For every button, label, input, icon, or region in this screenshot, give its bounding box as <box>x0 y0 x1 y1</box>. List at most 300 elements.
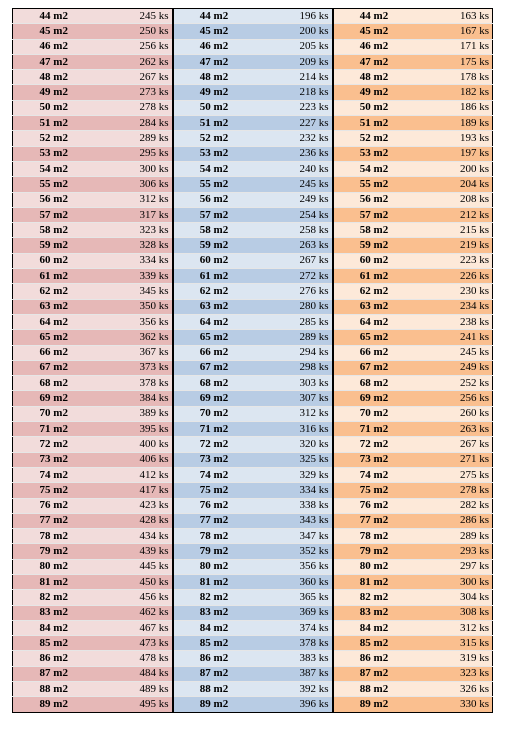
table-row <box>13 574 493 589</box>
area-cell: 69 m2 <box>173 391 255 406</box>
area-cell: 68 m2 <box>333 376 415 391</box>
area-cell: 48 m2 <box>173 70 255 85</box>
table-row <box>13 223 493 238</box>
count-cell: 200 ks <box>415 161 493 176</box>
count-cell: 175 ks <box>415 54 493 69</box>
count-cell: 223 ks <box>415 253 493 268</box>
area-cell: 44 m2 <box>13 9 95 24</box>
count-cell: 163 ks <box>415 9 493 24</box>
area-cell: 88 m2 <box>13 682 95 697</box>
table-row <box>13 238 493 253</box>
area-cell: 57 m2 <box>173 207 255 222</box>
area-cell: 58 m2 <box>173 223 255 238</box>
count-cell: 208 ks <box>415 192 493 207</box>
table-row <box>13 697 493 712</box>
count-cell: 478 ks <box>95 651 173 666</box>
area-cell: 53 m2 <box>13 146 95 161</box>
count-cell: 196 ks <box>255 9 333 24</box>
count-cell: 271 ks <box>415 452 493 467</box>
area-cell: 71 m2 <box>333 422 415 437</box>
count-cell: 293 ks <box>415 544 493 559</box>
table-row <box>13 70 493 85</box>
area-cell: 52 m2 <box>13 131 95 146</box>
count-cell: 285 ks <box>255 314 333 329</box>
table-row <box>13 207 493 222</box>
count-cell: 378 ks <box>95 376 173 391</box>
area-count-table <box>12 8 493 713</box>
table-row <box>13 590 493 605</box>
area-cell: 82 m2 <box>13 590 95 605</box>
area-cell: 62 m2 <box>13 284 95 299</box>
area-cell: 50 m2 <box>173 100 255 115</box>
area-cell: 67 m2 <box>13 360 95 375</box>
count-cell: 312 ks <box>255 406 333 421</box>
area-cell: 63 m2 <box>13 299 95 314</box>
area-cell: 54 m2 <box>333 161 415 176</box>
table-row <box>13 529 493 544</box>
count-cell: 171 ks <box>415 39 493 54</box>
area-cell: 56 m2 <box>333 192 415 207</box>
table-row <box>13 360 493 375</box>
area-cell: 74 m2 <box>13 467 95 482</box>
count-cell: 294 ks <box>255 345 333 360</box>
count-cell: 323 ks <box>95 223 173 238</box>
area-cell: 75 m2 <box>333 483 415 498</box>
area-cell: 47 m2 <box>333 54 415 69</box>
area-cell: 51 m2 <box>333 116 415 131</box>
count-cell: 316 ks <box>255 422 333 437</box>
count-cell: 240 ks <box>255 161 333 176</box>
area-cell: 81 m2 <box>173 574 255 589</box>
area-cell: 63 m2 <box>333 299 415 314</box>
count-cell: 167 ks <box>415 24 493 39</box>
count-cell: 252 ks <box>415 376 493 391</box>
count-cell: 473 ks <box>95 636 173 651</box>
area-cell: 65 m2 <box>13 330 95 345</box>
area-cell: 58 m2 <box>333 223 415 238</box>
count-cell: 347 ks <box>255 529 333 544</box>
count-cell: 236 ks <box>255 146 333 161</box>
count-cell: 286 ks <box>415 513 493 528</box>
area-cell: 47 m2 <box>173 54 255 69</box>
area-cell: 58 m2 <box>13 223 95 238</box>
area-cell: 47 m2 <box>13 54 95 69</box>
count-cell: 250 ks <box>95 24 173 39</box>
area-cell: 89 m2 <box>333 697 415 712</box>
count-cell: 315 ks <box>415 636 493 651</box>
table-row <box>13 177 493 192</box>
area-cell: 44 m2 <box>173 9 255 24</box>
area-cell: 60 m2 <box>13 253 95 268</box>
area-cell: 50 m2 <box>13 100 95 115</box>
area-cell: 69 m2 <box>333 391 415 406</box>
count-cell: 298 ks <box>255 360 333 375</box>
table-row <box>13 284 493 299</box>
area-cell: 78 m2 <box>173 529 255 544</box>
area-cell: 84 m2 <box>173 620 255 635</box>
count-cell: 439 ks <box>95 544 173 559</box>
area-cell: 88 m2 <box>173 682 255 697</box>
area-cell: 71 m2 <box>13 422 95 437</box>
area-cell: 49 m2 <box>13 85 95 100</box>
count-cell: 484 ks <box>95 666 173 681</box>
area-cell: 79 m2 <box>13 544 95 559</box>
count-cell: 230 ks <box>415 284 493 299</box>
area-cell: 80 m2 <box>13 559 95 574</box>
table-row <box>13 498 493 513</box>
area-cell: 71 m2 <box>173 422 255 437</box>
area-cell: 60 m2 <box>173 253 255 268</box>
area-cell: 75 m2 <box>13 483 95 498</box>
count-cell: 307 ks <box>255 391 333 406</box>
count-cell: 182 ks <box>415 85 493 100</box>
area-cell: 54 m2 <box>173 161 255 176</box>
count-cell: 284 ks <box>95 116 173 131</box>
area-cell: 61 m2 <box>333 269 415 284</box>
table-row <box>13 269 493 284</box>
area-cell: 77 m2 <box>13 513 95 528</box>
table-row <box>13 682 493 697</box>
area-cell: 74 m2 <box>333 467 415 482</box>
count-cell: 338 ks <box>255 498 333 513</box>
count-cell: 369 ks <box>255 605 333 620</box>
area-cell: 85 m2 <box>173 636 255 651</box>
table-row <box>13 452 493 467</box>
area-cell: 68 m2 <box>13 376 95 391</box>
count-cell: 434 ks <box>95 529 173 544</box>
area-cell: 68 m2 <box>173 376 255 391</box>
count-cell: 417 ks <box>95 483 173 498</box>
area-cell: 46 m2 <box>333 39 415 54</box>
count-cell: 215 ks <box>415 223 493 238</box>
count-cell: 367 ks <box>95 345 173 360</box>
area-cell: 83 m2 <box>333 605 415 620</box>
area-cell: 77 m2 <box>173 513 255 528</box>
count-cell: 212 ks <box>415 207 493 222</box>
count-cell: 334 ks <box>255 483 333 498</box>
area-cell: 64 m2 <box>333 314 415 329</box>
count-cell: 343 ks <box>255 513 333 528</box>
area-cell: 56 m2 <box>13 192 95 207</box>
area-cell: 56 m2 <box>173 192 255 207</box>
count-cell: 374 ks <box>255 620 333 635</box>
table-row <box>13 651 493 666</box>
table-row <box>13 299 493 314</box>
area-cell: 50 m2 <box>333 100 415 115</box>
area-cell: 79 m2 <box>173 544 255 559</box>
count-cell: 450 ks <box>95 574 173 589</box>
count-cell: 249 ks <box>255 192 333 207</box>
count-cell: 256 ks <box>415 391 493 406</box>
table-row <box>13 559 493 574</box>
table-row <box>13 544 493 559</box>
area-cell: 52 m2 <box>173 131 255 146</box>
count-cell: 278 ks <box>415 483 493 498</box>
area-cell: 48 m2 <box>333 70 415 85</box>
count-cell: 209 ks <box>255 54 333 69</box>
area-cell: 72 m2 <box>333 437 415 452</box>
count-cell: 300 ks <box>415 574 493 589</box>
count-cell: 241 ks <box>415 330 493 345</box>
area-cell: 55 m2 <box>173 177 255 192</box>
count-cell: 267 ks <box>415 437 493 452</box>
count-cell: 330 ks <box>415 697 493 712</box>
count-cell: 263 ks <box>255 238 333 253</box>
area-cell: 87 m2 <box>333 666 415 681</box>
count-cell: 328 ks <box>95 238 173 253</box>
count-cell: 362 ks <box>95 330 173 345</box>
count-cell: 245 ks <box>255 177 333 192</box>
count-cell: 278 ks <box>95 100 173 115</box>
area-cell: 64 m2 <box>173 314 255 329</box>
count-cell: 226 ks <box>415 269 493 284</box>
area-cell: 88 m2 <box>333 682 415 697</box>
count-cell: 297 ks <box>415 559 493 574</box>
area-cell: 82 m2 <box>173 590 255 605</box>
count-cell: 317 ks <box>95 207 173 222</box>
count-cell: 320 ks <box>255 437 333 452</box>
area-cell: 84 m2 <box>13 620 95 635</box>
area-cell: 89 m2 <box>13 697 95 712</box>
area-cell: 85 m2 <box>333 636 415 651</box>
table-row <box>13 131 493 146</box>
count-cell: 428 ks <box>95 513 173 528</box>
area-cell: 80 m2 <box>173 559 255 574</box>
area-cell: 49 m2 <box>333 85 415 100</box>
count-cell: 204 ks <box>415 177 493 192</box>
table-row <box>13 513 493 528</box>
area-cell: 89 m2 <box>173 697 255 712</box>
count-cell: 214 ks <box>255 70 333 85</box>
count-cell: 383 ks <box>255 651 333 666</box>
count-cell: 262 ks <box>95 54 173 69</box>
table-row <box>13 605 493 620</box>
count-cell: 323 ks <box>415 666 493 681</box>
area-cell: 66 m2 <box>333 345 415 360</box>
count-cell: 495 ks <box>95 697 173 712</box>
area-cell: 73 m2 <box>333 452 415 467</box>
area-cell: 70 m2 <box>13 406 95 421</box>
area-cell: 87 m2 <box>173 666 255 681</box>
area-cell: 78 m2 <box>13 529 95 544</box>
area-cell: 44 m2 <box>333 9 415 24</box>
area-cell: 69 m2 <box>13 391 95 406</box>
count-cell: 378 ks <box>255 636 333 651</box>
count-cell: 467 ks <box>95 620 173 635</box>
table-row <box>13 483 493 498</box>
count-cell: 365 ks <box>255 590 333 605</box>
table-body <box>13 9 493 713</box>
count-cell: 189 ks <box>415 116 493 131</box>
count-cell: 339 ks <box>95 269 173 284</box>
area-cell: 53 m2 <box>173 146 255 161</box>
area-cell: 53 m2 <box>333 146 415 161</box>
area-cell: 62 m2 <box>173 284 255 299</box>
count-cell: 392 ks <box>255 682 333 697</box>
area-cell: 70 m2 <box>333 406 415 421</box>
area-cell: 46 m2 <box>173 39 255 54</box>
area-cell: 63 m2 <box>173 299 255 314</box>
count-cell: 308 ks <box>415 605 493 620</box>
area-cell: 75 m2 <box>173 483 255 498</box>
count-cell: 360 ks <box>255 574 333 589</box>
area-cell: 45 m2 <box>173 24 255 39</box>
table-row <box>13 253 493 268</box>
count-cell: 289 ks <box>415 529 493 544</box>
area-cell: 66 m2 <box>173 345 255 360</box>
area-cell: 79 m2 <box>333 544 415 559</box>
count-cell: 406 ks <box>95 452 173 467</box>
area-cell: 52 m2 <box>333 131 415 146</box>
table-row <box>13 437 493 452</box>
count-cell: 384 ks <box>95 391 173 406</box>
count-cell: 303 ks <box>255 376 333 391</box>
area-cell: 78 m2 <box>333 529 415 544</box>
count-cell: 256 ks <box>95 39 173 54</box>
area-cell: 72 m2 <box>13 437 95 452</box>
area-cell: 57 m2 <box>13 207 95 222</box>
count-cell: 263 ks <box>415 422 493 437</box>
area-cell: 48 m2 <box>13 70 95 85</box>
area-cell: 65 m2 <box>173 330 255 345</box>
table-row <box>13 314 493 329</box>
count-cell: 193 ks <box>415 131 493 146</box>
table-row <box>13 9 493 24</box>
table-row <box>13 54 493 69</box>
table-row <box>13 422 493 437</box>
area-cell: 66 m2 <box>13 345 95 360</box>
count-cell: 329 ks <box>255 467 333 482</box>
count-cell: 356 ks <box>255 559 333 574</box>
area-cell: 85 m2 <box>13 636 95 651</box>
table-row <box>13 666 493 681</box>
area-cell: 67 m2 <box>333 360 415 375</box>
count-cell: 197 ks <box>415 146 493 161</box>
table-row <box>13 192 493 207</box>
count-cell: 326 ks <box>415 682 493 697</box>
area-cell: 76 m2 <box>13 498 95 513</box>
area-cell: 55 m2 <box>333 177 415 192</box>
table-row <box>13 161 493 176</box>
area-cell: 61 m2 <box>173 269 255 284</box>
area-cell: 80 m2 <box>333 559 415 574</box>
count-cell: 238 ks <box>415 314 493 329</box>
count-cell: 312 ks <box>415 620 493 635</box>
area-cell: 65 m2 <box>333 330 415 345</box>
area-cell: 73 m2 <box>173 452 255 467</box>
count-cell: 319 ks <box>415 651 493 666</box>
count-cell: 260 ks <box>415 406 493 421</box>
area-cell: 45 m2 <box>333 24 415 39</box>
count-cell: 396 ks <box>255 697 333 712</box>
area-cell: 54 m2 <box>13 161 95 176</box>
area-cell: 57 m2 <box>333 207 415 222</box>
area-cell: 86 m2 <box>173 651 255 666</box>
count-cell: 272 ks <box>255 269 333 284</box>
count-cell: 489 ks <box>95 682 173 697</box>
count-cell: 234 ks <box>415 299 493 314</box>
table-row <box>13 24 493 39</box>
table-row <box>13 330 493 345</box>
area-cell: 61 m2 <box>13 269 95 284</box>
count-cell: 456 ks <box>95 590 173 605</box>
area-cell: 46 m2 <box>13 39 95 54</box>
count-cell: 276 ks <box>255 284 333 299</box>
area-cell: 67 m2 <box>173 360 255 375</box>
area-cell: 45 m2 <box>13 24 95 39</box>
area-cell: 70 m2 <box>173 406 255 421</box>
count-cell: 254 ks <box>255 207 333 222</box>
area-cell: 73 m2 <box>13 452 95 467</box>
area-cell: 62 m2 <box>333 284 415 299</box>
count-cell: 389 ks <box>95 406 173 421</box>
area-cell: 49 m2 <box>173 85 255 100</box>
table-row <box>13 146 493 161</box>
area-cell: 77 m2 <box>333 513 415 528</box>
area-cell: 83 m2 <box>173 605 255 620</box>
area-cell: 51 m2 <box>173 116 255 131</box>
count-cell: 227 ks <box>255 116 333 131</box>
count-cell: 205 ks <box>255 39 333 54</box>
count-cell: 289 ks <box>95 131 173 146</box>
count-cell: 325 ks <box>255 452 333 467</box>
count-cell: 178 ks <box>415 70 493 85</box>
count-cell: 312 ks <box>95 192 173 207</box>
area-cell: 81 m2 <box>333 574 415 589</box>
area-cell: 83 m2 <box>13 605 95 620</box>
count-cell: 295 ks <box>95 146 173 161</box>
table-row <box>13 100 493 115</box>
table-row <box>13 85 493 100</box>
count-cell: 223 ks <box>255 100 333 115</box>
area-cell: 59 m2 <box>13 238 95 253</box>
table-row <box>13 467 493 482</box>
count-cell: 245 ks <box>415 345 493 360</box>
area-cell: 76 m2 <box>333 498 415 513</box>
count-cell: 304 ks <box>415 590 493 605</box>
table-row <box>13 376 493 391</box>
count-cell: 373 ks <box>95 360 173 375</box>
table-row <box>13 345 493 360</box>
area-cell: 86 m2 <box>333 651 415 666</box>
area-cell: 81 m2 <box>13 574 95 589</box>
table-row <box>13 116 493 131</box>
area-cell: 86 m2 <box>13 651 95 666</box>
area-cell: 51 m2 <box>13 116 95 131</box>
area-cell: 76 m2 <box>173 498 255 513</box>
count-cell: 423 ks <box>95 498 173 513</box>
count-cell: 356 ks <box>95 314 173 329</box>
area-cell: 55 m2 <box>13 177 95 192</box>
table-row <box>13 391 493 406</box>
count-cell: 249 ks <box>415 360 493 375</box>
count-cell: 462 ks <box>95 605 173 620</box>
area-cell: 59 m2 <box>333 238 415 253</box>
table-row <box>13 39 493 54</box>
count-cell: 218 ks <box>255 85 333 100</box>
count-cell: 258 ks <box>255 223 333 238</box>
count-cell: 200 ks <box>255 24 333 39</box>
count-cell: 395 ks <box>95 422 173 437</box>
count-cell: 352 ks <box>255 544 333 559</box>
area-cell: 60 m2 <box>333 253 415 268</box>
count-cell: 387 ks <box>255 666 333 681</box>
count-cell: 282 ks <box>415 498 493 513</box>
count-cell: 267 ks <box>95 70 173 85</box>
count-cell: 412 ks <box>95 467 173 482</box>
count-cell: 306 ks <box>95 177 173 192</box>
count-cell: 275 ks <box>415 467 493 482</box>
